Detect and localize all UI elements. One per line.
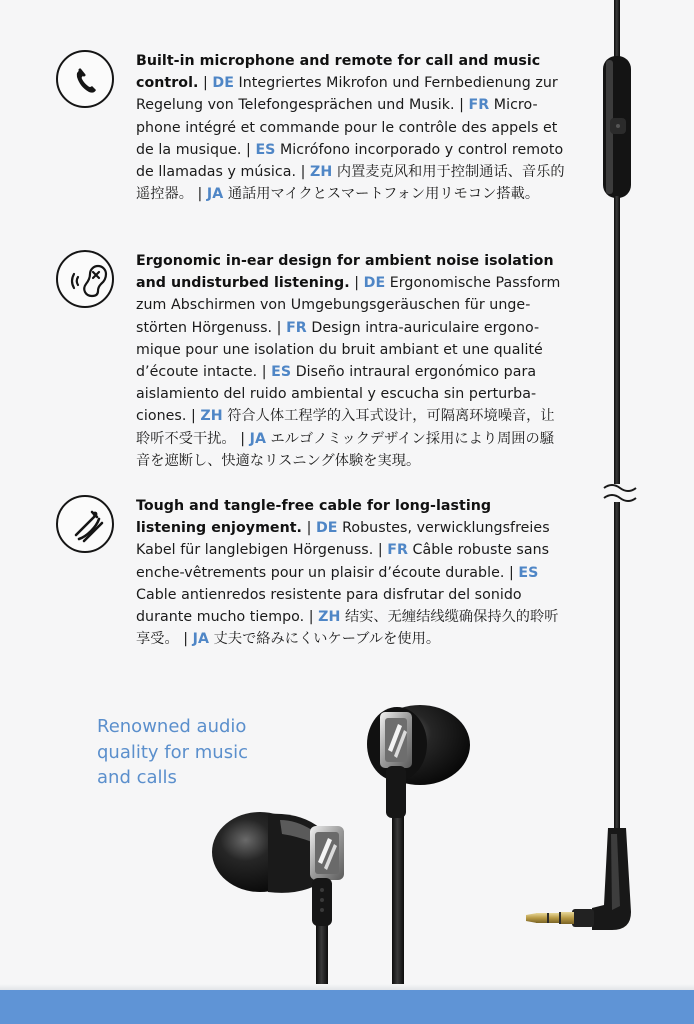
feature-title: Built-in microphone and remote for call and music control.	[136, 53, 541, 92]
feature-translation: Diseño intraural ergonómico para aislamiento del ruido ambiental y escucha sin perturba-ciones.	[136, 364, 537, 425]
feature-translation: 通話用マイクとスマートフォン用リモコン搭載。	[227, 186, 540, 203]
feature-translation: Micrófono incorporado y control remoto de llamadas y música.	[136, 141, 564, 181]
cable-icon	[56, 495, 114, 553]
feature-translation: Câble robuste sans enche-vêtrements pour un plaisir d’écoute durable.	[136, 542, 550, 581]
feature-text: Ergonomic in-ear design for ambient noise isolation and undisturbed listening. | DE Ergonomische Passform zum Abschirmen von Umgebungsgeräuschen für unge-störten Hörgenuss. | FR Design intra-auriculaire ergono-mique pour une isolation du bruit ambiant et une qualité d’écoute intacte. | ES Diseño intraural ergonómico para aislamiento del ruido ambiental y escucha sin perturba-ciones. | ZH 符合人体工程学的入耳式设计，可隔离环境噪音，让聆听不受干扰。 | JA エルゴノミックデザイン採用により周囲の騒音を遮断し、快適なリスニング体験を実現。	[136, 253, 561, 469]
tagline-line: and calls	[97, 767, 177, 788]
feature-translation: 结实、无缠结线缆确保持久的聆听享受。	[136, 609, 559, 648]
lang-code: FR	[387, 542, 408, 559]
tagline-line: Renowned audio	[97, 716, 247, 737]
lang-code: ES	[255, 141, 276, 158]
lang-code: DE	[315, 520, 338, 537]
cable-middle	[614, 196, 620, 484]
feature-title: Ergonomic in-ear design for ambient noise isolation and undisturbed listening.	[136, 253, 554, 292]
feature-title: Tough and tangle-free cable for long-lasting listening enjoyment.	[136, 498, 492, 537]
earbud-left	[212, 812, 344, 926]
feature-translation: エルゴノミックデザイン採用により周囲の騒音を遮断し、快適なリスニング体験を実現。	[136, 430, 555, 469]
lang-code: JA	[206, 186, 224, 203]
feature-translation: Design intra-auriculaire ergono-mique pour une isolation du bruit ambiant et une qualité d’écoute intacte.	[136, 319, 543, 381]
earbud-right	[367, 705, 470, 818]
feature-translation: 内置麦克风和用于控制通话、音乐的遥控器。	[136, 164, 565, 203]
lang-code: ES	[518, 564, 539, 581]
lang-code: DE	[363, 275, 386, 292]
feature-translation: Robustes, verwicklungsfreies Kabel für langlebigen Hörgenuss.	[136, 520, 550, 559]
lang-code: ZH	[310, 164, 333, 181]
feature-translation: 丈夫で絡みにくいケーブルを使用。	[213, 631, 441, 648]
feature-translation: Cable antienredos resistente para disfrutar del sonido durante mucho tiempo.	[136, 586, 522, 626]
upper-cable	[614, 0, 620, 60]
cable-lower	[614, 502, 620, 832]
lang-code: ZH	[200, 408, 223, 425]
lang-code: FR	[286, 319, 307, 336]
inline-remote	[603, 56, 631, 198]
lang-code: JA	[192, 631, 210, 648]
feature-translation: Ergonomische Passform zum Abschirmen von Umgebungsgeräuschen für unge-störten Hörgenuss.	[136, 275, 561, 336]
feature-text: Tough and tangle-free cable for long-lasting listening enjoyment. | DE Robustes, verwicklungsfreies Kabel für langlebigen Hörgenuss. | FR Câble robuste sans enche-vêtrements pour un plaisir d’écoute durable. | ES Cable antienredos resistente para disfrutar del sonido durante mucho tiempo. | ZH 结实、无缠结线缆确保持久的聆听享受。 | JA 丈夫で絡みにくいケーブルを使用。	[136, 498, 559, 648]
feature-translation: Micro-phone intégré et commande pour le contrôle des appels et de la musique.	[136, 97, 558, 158]
phone-icon	[56, 50, 114, 108]
lang-code: DE	[212, 75, 234, 92]
lang-code: ZH	[318, 609, 341, 626]
lang-code: JA	[249, 430, 266, 447]
lang-code: ES	[271, 364, 292, 381]
bottom-accent-band	[0, 990, 694, 1024]
tagline	[97, 714, 297, 791]
feature-translation: 符合人体工程学的入耳式设计，可隔离环境噪音，让聆听不受干扰。	[136, 408, 555, 447]
feature-text: Built-in microphone and remote for call and music control. | DE Integriertes Mikrofon und Fernbedienung zur Regelung von Telefongesprächen und Musik. | FR Micro-phone intégré et commande pour le contrôle des appels et de la musique. | ES Micrófono incorporado y control remoto de llamadas y música. | ZH 内置麦克风和用于控制通话、音乐的遥控器。 | JA 通話用マイクとスマートフォン用リモコン搭載。	[136, 53, 565, 203]
audio-jack	[526, 828, 631, 930]
lang-code: FR	[468, 97, 490, 114]
tagline-line: quality for music	[97, 741, 248, 763]
feature-translation: Integriertes Mikrofon und Fernbedienung zur Regelung von Telefongesprächen und Musik.	[136, 75, 558, 114]
cable-break-mark	[604, 485, 636, 501]
ear-noise-isolation-icon	[56, 250, 114, 308]
